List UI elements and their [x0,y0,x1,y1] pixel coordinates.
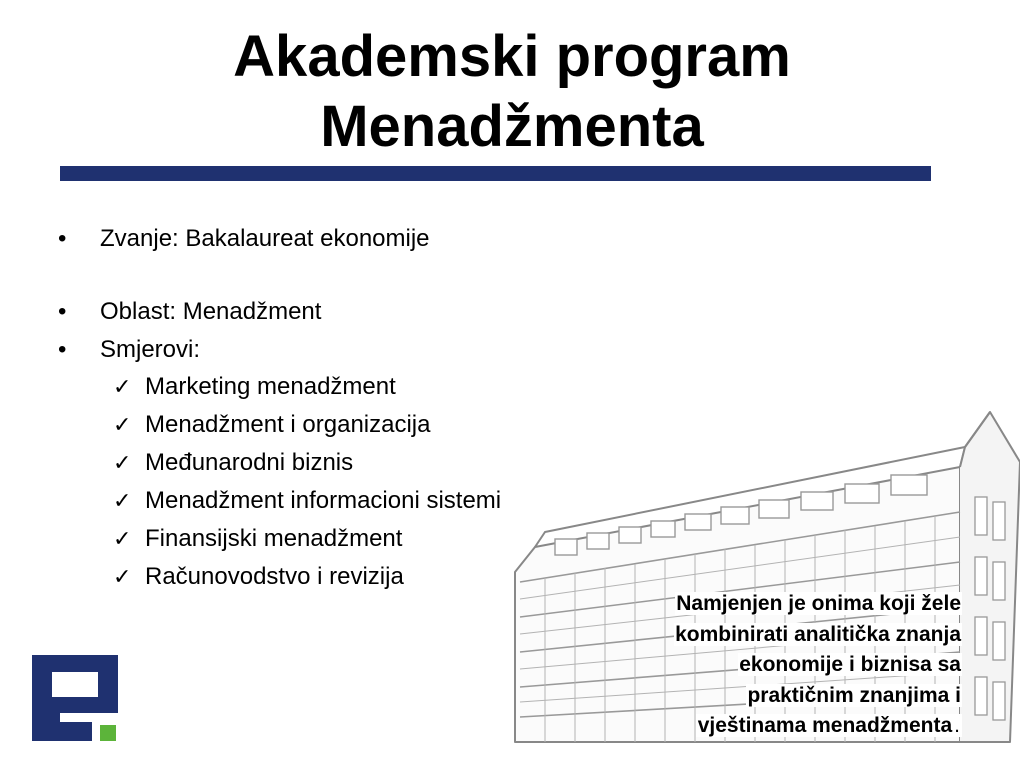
smjer-label: Menadžment informacioni sistemi [145,487,502,514]
smjer-item [113,482,501,520]
bullet-text: Oblast: Menadžment [100,298,322,325]
bullet-item-oblast [57,293,430,331]
smjer-label: Marketing menadžment [145,373,396,400]
bullet-dot-icon: • [58,225,67,252]
title-line-2: Menadžmenta [320,94,704,159]
note-line-text: vještinama menadžmenta [697,714,953,737]
smjer-item [113,558,501,596]
smjer-item [113,368,501,406]
checkmark-icon: ✓ [113,374,132,399]
smjer-label: Finansijski menadžment [145,525,403,552]
note-line: kombinirati analitička znanja [675,622,961,646]
checkmark-icon: ✓ [113,488,132,513]
checkmark-icon: ✓ [113,564,132,589]
bullet-item-smjerovi [57,331,430,369]
institution-logo-icon [32,655,118,741]
bullet-dot-icon: • [58,298,67,325]
checkmark-icon: ✓ [113,526,132,551]
smjerovi-list [113,368,501,596]
slide-title [0,22,1024,162]
bullet-dot-icon: • [58,336,67,363]
checkmark-icon: ✓ [113,450,132,475]
note-period: . [954,714,960,737]
bullet-text: Smjerovi: [100,336,201,363]
program-description-note [542,589,962,742]
title-underline-bar [60,166,931,181]
note-line: praktičnim znanjima i [747,683,961,707]
note-line [696,714,962,737]
title-line-1: Akademski program [233,24,791,89]
bullet-text: Zvanje: Bakalaureat ekonomije [100,225,430,252]
bullet-item-zvanje [57,220,430,258]
smjer-label: Računovodstvo i revizija [145,563,404,590]
note-line: Namjenjen je onima koji žele [676,592,961,615]
note-line: ekonomije i biznisa sa [739,653,961,676]
smjer-label: Menadžment i organizacija [145,411,431,438]
checkmark-icon: ✓ [113,412,132,437]
smjer-item [113,520,501,558]
smjer-item [113,444,501,482]
bullet-list [57,220,430,369]
smjer-label: Međunarodni biznis [145,449,354,476]
smjer-item [113,406,501,444]
